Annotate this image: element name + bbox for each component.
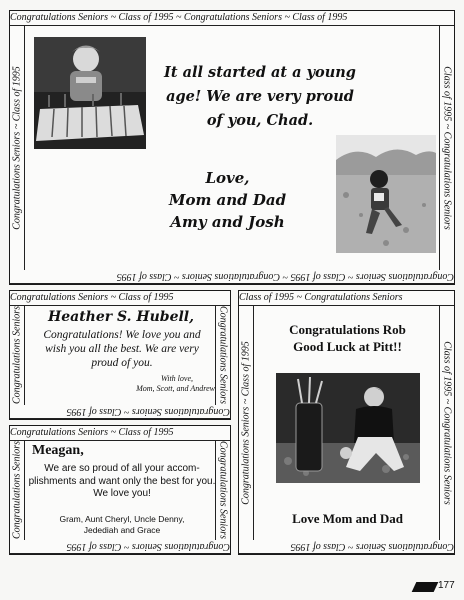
meagan-signoff <box>28 514 216 536</box>
meagan-signoff-2: Jedediah and Grace <box>83 525 161 535</box>
border-text-right: Class of 1995 ~ Congratulations Seniors <box>441 340 453 505</box>
signature <box>160 167 295 233</box>
meagan-signoff-1: Gram, Aunt Cheryl, Uncle Denny, <box>59 514 185 524</box>
border-text-bottom: Congratulations Seniors ~ Class of 1995 <box>239 539 454 554</box>
signature-line-3: Amy and Josh <box>170 213 285 231</box>
border-text-top: Class of 1995 ~ Congratulations Seniors <box>239 291 454 306</box>
photo-toddler-cake <box>34 37 146 149</box>
photo-golf <box>276 373 420 483</box>
border-text-top: Congratulations Seniors ~ Class of 1995 <box>10 426 230 441</box>
ad-chad <box>9 10 455 285</box>
heather-signoff-2: Mom, Scott, and Andrew <box>136 384 215 393</box>
ad-heather <box>9 290 231 420</box>
border-text-left: Congratulations Seniors <box>11 305 23 405</box>
border-text-left: Congratulations Seniors ~ Class of 1995 <box>240 340 252 505</box>
ad-rob <box>238 290 455 555</box>
heather-signoff-1: With love, <box>161 374 193 383</box>
ad-meagan <box>9 425 231 555</box>
message <box>160 61 360 133</box>
signature-line-1: Love, <box>205 169 250 187</box>
border-text-bottom: Congratulations Seniors ~ Class of 1995 ~ Congratulations Seniors ~ Class of 1995 <box>10 269 454 284</box>
border-text-top: Congratulations Seniors ~ Class of 1995 <box>10 291 230 306</box>
rob-headline-1: Congratulations Rob <box>289 322 406 337</box>
photo-football-kid <box>336 135 436 253</box>
rob-headline-2: Good Luck at Pitt!! <box>293 339 402 354</box>
meagan-name: Meagan, <box>32 443 84 458</box>
meagan-message: We are so proud of all your accom-plishments and want only the best for you. We love you! <box>28 463 216 499</box>
border-text-left: Congratulations Seniors ~ Class of 1995 <box>11 65 23 230</box>
rob-headline <box>255 321 440 355</box>
signature-line-2: Mom and Dad <box>168 191 287 209</box>
corner-tab-icon <box>412 582 439 592</box>
border-text-right: Congratulations Seniors <box>217 440 229 540</box>
border-text-right: Congratulations Seniors <box>217 305 229 405</box>
rob-closing: Love Mom and Dad <box>292 511 403 526</box>
heather-name: Heather S. Hubell, <box>48 309 194 325</box>
page-number: 177 <box>438 580 455 591</box>
border-text-bottom: Congratulations Seniors ~ Class of 1995 <box>10 539 230 554</box>
message-line-1: It all started at a young <box>164 64 356 81</box>
message-line-2: age! We are very proud <box>166 88 354 105</box>
message-line-3: of you, Chad. <box>206 112 314 129</box>
border-text-top: Congratulations Seniors ~ Class of 1995 ~ Congratulations Seniors ~ Class of 1995 <box>10 11 454 26</box>
heather-message: Congratulations! We love you and wish you all the best. We are very proud of you. <box>43 329 201 369</box>
border-text-left: Congratulations Seniors <box>11 440 23 540</box>
border-text-right: Class of 1995 ~ Congratulations Seniors <box>441 65 453 230</box>
heather-signoff <box>50 374 215 394</box>
border-text-bottom: Congratulations Seniors ~ Class of 1995 <box>10 404 230 419</box>
